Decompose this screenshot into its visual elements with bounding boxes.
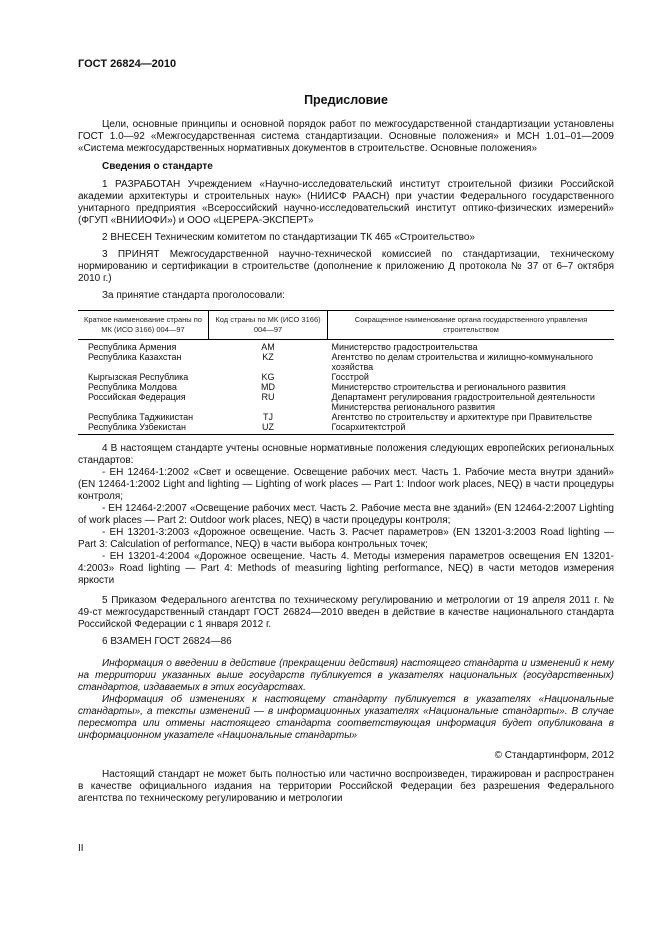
info-heading: Сведения о стандарте (102, 161, 213, 172)
authority-name: Госстрой (331, 372, 369, 382)
table-row (78, 422, 614, 435)
preface-intro: Цели, основные принципы и основной порядок работ по межгосударственной стандартизации установлены ГОСТ 1.0—92 «Межгосударственная система стандартизации. Основные положения» и МСН 1.01–01—2009 «Система межгосударственных нормативных документов в строительстве. Основные положения» (78, 119, 614, 154)
standard-number: ГОСТ 26824—2010 (78, 58, 177, 70)
country-code: MD (261, 382, 275, 392)
item-4-ref: - ЕН 13201-4:2004 «Дорожное освещение. Часть 4. Методы измерения параметров освещения EN 13201-4:2003» Road lighting — Part 4: Methods of measuring lighting performance, NEQ) в части методов измерения яркости (78, 551, 614, 586)
table-row (78, 352, 614, 372)
country-code: TJ (263, 412, 273, 422)
country-name: Кыргызская Республика (88, 372, 189, 382)
item-4-ref: - ЕН 13201-3:2003 «Дорожное освещение. Часть 3. Расчет параметров» (EN 13201-3:2003 Road lighting — Part 3: Calculation of performance, NEQ) в части выбора контрольных точек; (78, 527, 614, 550)
country-name: Республика Казахстан (88, 352, 182, 362)
table-row (78, 372, 614, 382)
page-number: II (78, 843, 84, 854)
table-row (78, 340, 614, 353)
table-header-country: Краткое наименование страны по МК (ИСО 3166) 004—97 (78, 311, 209, 340)
country-code: AM (261, 342, 275, 352)
item-6: 6 ВЗАМЕН ГОСТ 26824—86 (102, 636, 232, 647)
info-item-3: 3 ПРИНЯТ Межгосударственной научно-технической комиссией по стандартизации, техническому нормированию и сертификации в строительстве (дополнение к приложению Д протокола № 37 от 6–7 октября 2010 г.) (78, 249, 614, 284)
authority-name: Министерство строительства и регионального развития (331, 382, 566, 392)
reproduction-notice: Настоящий стандарт не может быть полностью или частично воспроизведен, тиражирован и распространен в качестве официального издания на территории Российской Федерации без разрешения Федерального агентства по техническому регулированию и метрологии (78, 769, 614, 804)
table-header-code: Код страны по МК (ИСО 3166) 004—97 (209, 311, 328, 340)
country-code: KZ (262, 352, 274, 362)
item-4-ref: - ЕН 12464-1:2002 «Свет и освещение. Освещение рабочих мест. Часть 1. Рабочие места внутри зданий» (EN 12464-1:2002 Light and lighting — Lighting of work places — Part 1: Indoor work places, NEQ) в части процедуры контроля; (78, 467, 614, 502)
notice-changes-paragraph: Информация об изменениях к настоящему стандарту публикуется в указателях «Национальные стандарты», а тексты изменений — в информационных указателях «Национальные стандарты». В случае пересмотра или отмены настоящего стандарта соответствующая информация будет опубликована в информационном указателе «Национальные стандарты» (78, 694, 614, 741)
country-name: Республика Таджикистан (88, 412, 194, 422)
table-row (78, 392, 614, 412)
country-code: KG (261, 372, 275, 382)
table-row (78, 382, 614, 392)
item-4-intro: 4 В настоящем стандарте учтены основные нормативные положения следующих европейских региональных стандартов: (78, 443, 614, 466)
document-page (78, 58, 614, 805)
authority-name: Департамент регулирования градостроительной деятельности Министерства регионального развития (331, 392, 595, 412)
country-name: Российская Федерация (88, 392, 186, 402)
country-code: UZ (209, 422, 328, 435)
notice-intro-paragraph: Информация о введении в действие (прекращении действия) настоящего стандарта и изменений к нему на территории указанных выше государств публикуется в указателях национальных (государственных) стандартов, издаваемых в этих государствах. (78, 658, 614, 693)
table-header-row (78, 311, 614, 340)
country-name: Республика Армения (88, 342, 177, 352)
authority-name: Агентство по строительству и архитектуре при Правительстве (331, 412, 593, 422)
item-5: 5 Приказом Федерального агентства по техническому регулированию и метрологии от 19 апреля 2011 г. № 49-ст межгосударственный стандарт ГОСТ 26824—2010 введен в действие в качестве национального стандарта Российской Федерации с 1 января 2012 г. (78, 595, 614, 630)
preface-title: Предисловие (304, 93, 388, 107)
authority-name: Госархитектстрой (328, 422, 615, 435)
authority-name: Агентство по делам строительства и жилищно-коммунального хозяйства (331, 352, 594, 372)
info-item-2: 2 ВНЕСЕН Техническим комитетом по стандартизации ТК 465 «Строительство» (102, 232, 475, 243)
item-4-ref: - ЕН 12464-2:2007 «Освещение рабочих мест. Часть 2. Рабочие места вне зданий» (EN 12464-2:2007 Lighting of work places — Part 2: Outdoor work places, NEQ) в части процедуры контроля; (78, 503, 614, 526)
copyright: © Стандартинформ, 2012 (494, 750, 614, 761)
country-name: Республика Молдова (88, 382, 177, 392)
info-item-1: 1 РАЗРАБОТАН Учреждением «Научно-исследовательский институт строительной физики Российской академии архитектуры и строительных наук» (НИИСФ РААСН) при участии Федерального государственного унитарного предприятия «Всероссийский научно-исследовательский институт оптико-физических измерений» (ФГУП «ВНИИОФИ») и ООО «ЦЕРЕРА-ЭКСПЕРТ» (78, 179, 614, 226)
country-code: RU (261, 392, 275, 402)
voting-table (78, 310, 614, 435)
table-header-authority: Сокращенное наименование органа государственного управления строительством (328, 311, 615, 340)
authority-name: Министерство градостроительства (331, 342, 478, 352)
country-name: Республика Узбекистан (78, 422, 209, 435)
vote-intro: За принятие стандарта проголосовали: (102, 290, 285, 301)
table-row (78, 412, 614, 422)
